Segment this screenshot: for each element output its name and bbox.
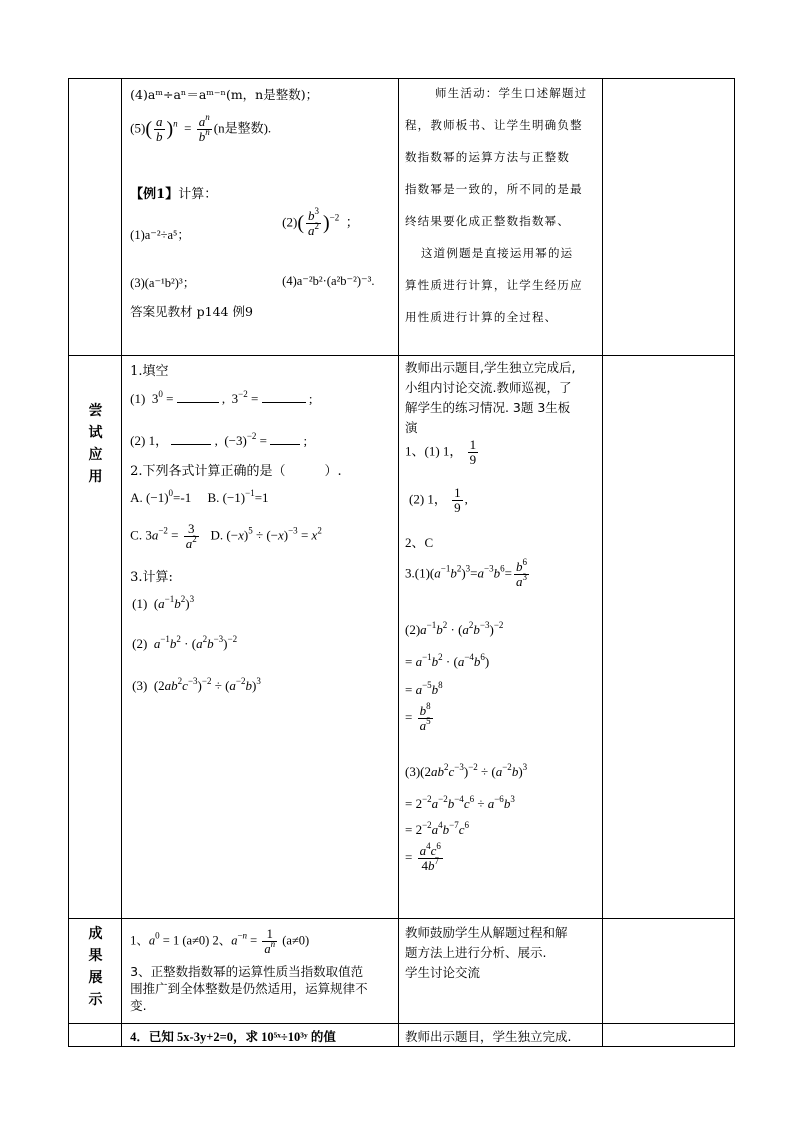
teacher-line: 用性质进行计算的全过程、 bbox=[404, 310, 558, 324]
answer-3-2-step: = $a^{-1}b^2 \cdot (a^{-4}b^6)$ bbox=[404, 652, 490, 669]
section-label-cell bbox=[69, 79, 122, 356]
question-2: 2.下列各式计算正确的是（ ）. bbox=[130, 464, 342, 479]
answer-3-2-result: = $\frac{b^8}{a^5}$ bbox=[404, 701, 431, 733]
teacher-text: 教师鼓励学生从解题过程和解 题方法上进行分析、展示. 学生讨论交流 bbox=[404, 925, 568, 980]
teacher-activity-cell bbox=[398, 79, 602, 356]
content-cell bbox=[122, 79, 399, 356]
teacher-text: 教师出示题目，学生独立完成. bbox=[404, 1029, 572, 1044]
question-1-2: (2) 1， , $(-3)^{-2}$ = ; bbox=[130, 431, 308, 448]
table-row bbox=[69, 356, 735, 919]
section-label-cell bbox=[69, 919, 122, 1024]
example-4: (4)a⁻²b²·(a²b⁻²)⁻³. bbox=[282, 274, 375, 288]
answer-2: 2、C bbox=[404, 535, 434, 550]
teacher-line: 程，教师板书、让学生明确负整 bbox=[404, 118, 583, 132]
notes-cell bbox=[602, 919, 734, 1024]
content-cell bbox=[122, 919, 399, 1024]
answer-3-2: $(2)a^{-1}b^2 \cdot (a^2b^{-3})^{-2}$ bbox=[404, 620, 504, 637]
answer-1-2: (2) 1， $\frac{1}{9}$ , bbox=[408, 485, 468, 515]
answer-1-1: 1、(1) 1， $\frac{1}{9}$ bbox=[404, 437, 477, 467]
teacher-line: 数指数幂的运算方法与正整数 bbox=[404, 150, 571, 164]
question-1: 1.填空 bbox=[130, 364, 169, 379]
answer-3-3-step: = $2^{-2}a^{-2}b^{-4}c^6 \div a^{-6}b^3$ bbox=[404, 794, 515, 811]
question-1-1: (1) $3^0$ = , $3^{-2}$ = ; bbox=[130, 389, 313, 406]
section-label: 成 果 展 示 bbox=[88, 926, 103, 1008]
content-cell bbox=[122, 1024, 399, 1047]
teacher-line: 终结果要化成正整数指数幂、 bbox=[404, 214, 571, 228]
table-row bbox=[69, 79, 735, 356]
teacher-line: 师生活动：学生口述解题过 bbox=[434, 86, 588, 100]
example-2: (2)( $\frac{b^3}{a^2}$ )$^{-2}$ ； bbox=[282, 206, 359, 238]
answer-3-3: $(3)(2ab^2c^{-3})^{-2} \div (a^{-2}b)^3$ bbox=[404, 762, 528, 779]
question-4: 4．已知 5x-3y+2=0，求 10⁵ˣ÷10³ʸ 的值 bbox=[130, 1030, 336, 1044]
section-label-cell bbox=[69, 356, 122, 919]
teacher-line: 这道例题是直接运用幂的运 bbox=[420, 246, 574, 260]
question-3-1: (1) $(a^{-1}b^2)^3$ bbox=[132, 594, 195, 611]
section-label-cell bbox=[69, 1024, 122, 1047]
answer-3-3-step: = $2^{-2}a^4b^{-7}c^6$ bbox=[404, 820, 470, 837]
rule-5: (5)( $\frac{a}{b}$ )$^n$ = $\frac{a^n}{b^n}$ (n是整数). bbox=[130, 112, 272, 144]
teacher-activity-cell bbox=[398, 1024, 602, 1047]
question-2-cd: C. $3a^{-2}$ = $\frac{3}{a^2}$ D. $(-x)^5 \div (-x)^{-3} = x^2$ bbox=[130, 521, 322, 551]
example-heading: 【例1】计算： bbox=[130, 187, 218, 202]
notes-cell bbox=[602, 1024, 734, 1047]
answer-3-1: $3.(1)(a^{-1}b^2)^3=a^{-3}b^6=$ $\frac{b^6}{a^3}$ bbox=[404, 557, 527, 589]
teacher-line: 算性质进行计算，让学生经历应 bbox=[404, 278, 583, 292]
teacher-line: 指数幂是一致的，所不同的是最 bbox=[404, 182, 583, 196]
notes-cell bbox=[602, 79, 734, 356]
teacher-activity-cell bbox=[398, 919, 602, 1024]
example-1: (1)a⁻²÷a⁵； bbox=[130, 228, 190, 242]
table-row bbox=[69, 1024, 735, 1047]
table-row bbox=[69, 919, 735, 1024]
question-2-ab: A. $(-1)^0=-1$ B. $(-1)^{-1}=1$ bbox=[130, 488, 269, 505]
notes-cell bbox=[602, 356, 734, 919]
question-3: 3.计算: bbox=[130, 570, 173, 585]
question-3-2: (2) $a^{-1}b^2 \cdot (a^2b^{-3})^{-2}$ bbox=[132, 634, 238, 651]
summary-3: 3、正整数指数幂的运算性质当指数取值范 围推广到全体整数是仍然适用，运算规律不 变. bbox=[130, 964, 368, 1013]
summary-1: 1、$a^0 = 1$ (a≠0) 2、$a^{-n}$ = $\frac{1}{a^n}$ (a≠0) bbox=[130, 927, 310, 956]
teacher-text: 教师出示题目,学生独立完成后, 小组内讨论交流.教师巡视，了 解学生的练习情况. 3题 3生板 演 bbox=[404, 360, 576, 435]
lesson-table bbox=[68, 78, 735, 1047]
answer-3-2-step: = $a^{-5}b^8$ bbox=[404, 680, 443, 697]
answer-reference: 答案见教材 p144 例9 bbox=[130, 304, 253, 319]
question-3-3: (3) $(2ab^2c^{-3})^{-2} \div (a^{-2}b)^3$ bbox=[132, 676, 261, 693]
answer-3-3-result: = $\frac{a^4c^6}{4b^7}$ bbox=[404, 841, 441, 873]
teacher-activity-cell bbox=[398, 356, 602, 919]
example-3: (3)(a⁻¹b²)³； bbox=[130, 276, 196, 290]
section-label: 尝 试 应 用 bbox=[88, 403, 103, 485]
content-cell bbox=[122, 356, 399, 919]
rule-4: (4)aᵐ÷aⁿ＝aᵐ⁻ⁿ(m，n是整数)； bbox=[130, 87, 319, 102]
